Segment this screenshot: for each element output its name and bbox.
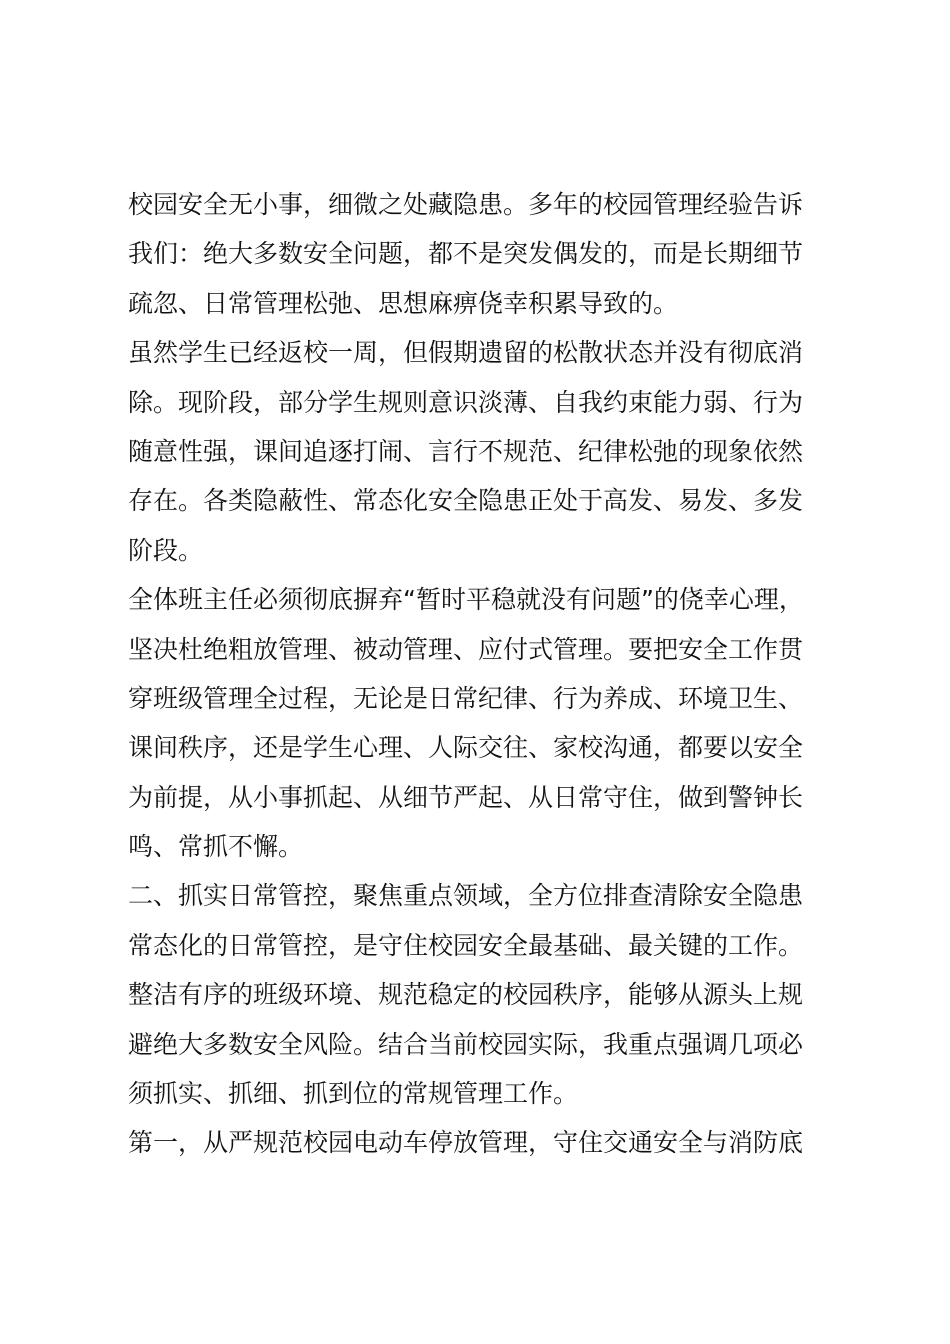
text-line: 阶段。 (128, 535, 204, 565)
text-line: 穿班级管理全过程，无论是日常纪律、行为养成、环境卫生、 (128, 683, 804, 713)
text-line: 疏忽、日常管理松弛、思想麻痹侥幸积累导致的。 (128, 288, 679, 318)
document-body (128, 180, 848, 1168)
text-line: 校园安全无小事，细微之处藏隐患。多年的校园管理经验告诉 (128, 190, 804, 219)
text-line: 课间秩序，还是学生心理、人际交往、家校沟通，都要以安全 (128, 733, 804, 763)
text-line: 坚决杜绝粗放管理、被动管理、应付式管理。要把安全工作贯 (128, 634, 804, 664)
text-line: 第一，从严规范校园电动车停放管理，守住交通安全与消防底 (128, 1128, 804, 1158)
text-line: 鸣、常抓不懈。 (128, 832, 304, 862)
text-line: 除。现阶段，部分学生规则意识淡薄、自我约束能力弱、行为 (128, 387, 804, 417)
text-line: 常态化的日常管控，是守住校园安全最基础、最关键的工作。 (128, 930, 804, 960)
text-line: 存在。各类隐蔽性、常态化安全隐患正处于高发、易发、多发 (128, 486, 804, 516)
text-line: 随意性强，课间追逐打闹、言行不规范、纪律松弛的现象依然 (128, 436, 804, 466)
text-line: 虽然学生已经返校一周，但假期遗留的松散状态并没有彻底消 (128, 338, 804, 368)
section-heading: 二、抓实日常管控，聚焦重点领域，全方位排查清除安全隐患 (128, 881, 804, 911)
text-line: 为前提，从小事抓起、从细节严起、从日常守住，做到警钟长 (128, 782, 804, 812)
text-line: 避绝大多数安全风险。结合当前校园实际，我重点强调几项必 (128, 1029, 804, 1059)
text-line: 全体班主任必须彻底摒弃“暂时平稳就没有问题”的侥幸心理， (128, 585, 804, 615)
text-line: 须抓实、抓细、抓到位的常规管理工作。 (128, 1079, 579, 1109)
text-line: 整洁有序的班级环境、规范稳定的校园秩序，能够从源头上规 (128, 980, 804, 1010)
text-line: 我们：绝大多数安全问题，都不是突发偶发的，而是长期细节 (128, 239, 804, 269)
